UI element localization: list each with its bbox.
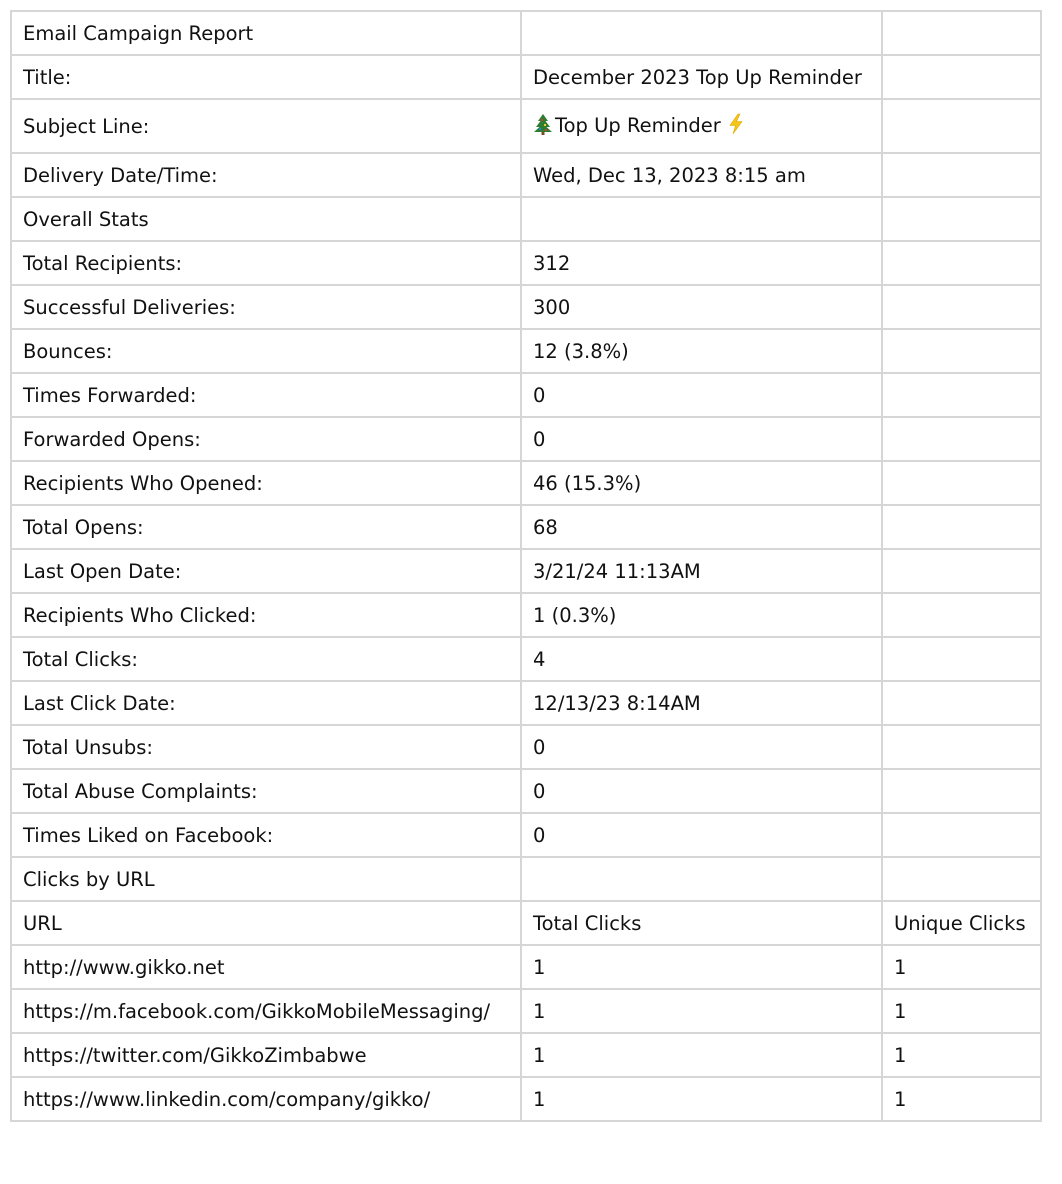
unique-clicks-cell: 1 — [882, 1077, 1041, 1121]
stat-value: 4 — [521, 637, 882, 681]
stat-value: 68 — [521, 505, 882, 549]
empty-cell — [882, 417, 1041, 461]
url-cell: https://twitter.com/GikkoZimbabwe — [11, 1033, 521, 1077]
stat-label: Bounces: — [11, 329, 521, 373]
empty-cell — [882, 461, 1041, 505]
stat-row — [11, 593, 1041, 637]
stat-row — [11, 813, 1041, 857]
stat-value: 312 — [521, 241, 882, 285]
campaign-report-table — [10, 10, 1042, 1122]
delivery-value: Wed, Dec 13, 2023 8:15 am — [521, 153, 882, 197]
stat-row — [11, 241, 1041, 285]
url-row — [11, 945, 1041, 989]
subject-value-text: Top Up Reminder — [555, 113, 721, 137]
empty-cell — [882, 373, 1041, 417]
total-clicks-cell: 1 — [521, 1033, 882, 1077]
subject-row — [11, 99, 1041, 153]
url-cell: https://m.facebook.com/GikkoMobileMessaging/ — [11, 989, 521, 1033]
unique-clicks-column-header: Unique Clicks — [882, 901, 1041, 945]
stat-label: Last Click Date: — [11, 681, 521, 725]
total-clicks-cell: 1 — [521, 989, 882, 1033]
stat-row — [11, 725, 1041, 769]
empty-cell — [882, 153, 1041, 197]
stat-value: 0 — [521, 373, 882, 417]
stat-value: 3/21/24 11:13AM — [521, 549, 882, 593]
subject-value-cell — [521, 99, 882, 153]
christmas-tree-icon — [533, 113, 553, 140]
empty-cell — [882, 681, 1041, 725]
stat-value: 300 — [521, 285, 882, 329]
empty-cell — [882, 11, 1041, 55]
stat-label: Times Forwarded: — [11, 373, 521, 417]
stat-row — [11, 637, 1041, 681]
empty-cell — [882, 857, 1041, 901]
url-column-header: URL — [11, 901, 521, 945]
total-clicks-cell: 1 — [521, 945, 882, 989]
stat-label: Total Opens: — [11, 505, 521, 549]
delivery-row — [11, 153, 1041, 197]
empty-cell — [882, 813, 1041, 857]
stat-label: Recipients Who Opened: — [11, 461, 521, 505]
stat-label: Total Clicks: — [11, 637, 521, 681]
stat-value: 12 (3.8%) — [521, 329, 882, 373]
stat-row — [11, 329, 1041, 373]
stat-label: Total Unsubs: — [11, 725, 521, 769]
empty-cell — [882, 637, 1041, 681]
total-clicks-cell: 1 — [521, 1077, 882, 1121]
empty-cell — [882, 769, 1041, 813]
empty-cell — [882, 285, 1041, 329]
empty-cell — [882, 241, 1041, 285]
stat-value: 0 — [521, 725, 882, 769]
stat-row — [11, 285, 1041, 329]
stat-value: 46 (15.3%) — [521, 461, 882, 505]
lightning-bolt-icon — [727, 113, 745, 140]
stat-value: 1 (0.3%) — [521, 593, 882, 637]
empty-cell — [882, 505, 1041, 549]
overall-stats-heading: Overall Stats — [11, 197, 521, 241]
stat-row — [11, 769, 1041, 813]
stat-label: Total Abuse Complaints: — [11, 769, 521, 813]
report-heading: Email Campaign Report — [11, 11, 521, 55]
unique-clicks-cell: 1 — [882, 989, 1041, 1033]
empty-cell — [521, 11, 882, 55]
empty-cell — [521, 857, 882, 901]
clicks-by-url-heading-row — [11, 857, 1041, 901]
stat-value: 12/13/23 8:14AM — [521, 681, 882, 725]
stat-row — [11, 549, 1041, 593]
stat-label: Total Recipients: — [11, 241, 521, 285]
empty-cell — [521, 197, 882, 241]
title-label: Title: — [11, 55, 521, 99]
empty-cell — [882, 99, 1041, 153]
stat-label: Times Liked on Facebook: — [11, 813, 521, 857]
clicks-by-url-heading: Clicks by URL — [11, 857, 521, 901]
stat-label: Recipients Who Clicked: — [11, 593, 521, 637]
total-clicks-column-header: Total Clicks — [521, 901, 882, 945]
empty-cell — [882, 549, 1041, 593]
report-heading-row — [11, 11, 1041, 55]
empty-cell — [882, 55, 1041, 99]
stat-label: Successful Deliveries: — [11, 285, 521, 329]
overall-stats-heading-row — [11, 197, 1041, 241]
stat-value: 0 — [521, 417, 882, 461]
delivery-label: Delivery Date/Time: — [11, 153, 521, 197]
title-row — [11, 55, 1041, 99]
url-row — [11, 989, 1041, 1033]
stat-row — [11, 505, 1041, 549]
empty-cell — [882, 197, 1041, 241]
unique-clicks-cell: 1 — [882, 945, 1041, 989]
url-cell: https://www.linkedin.com/company/gikko/ — [11, 1077, 521, 1121]
url-cell: http://www.gikko.net — [11, 945, 521, 989]
unique-clicks-cell: 1 — [882, 1033, 1041, 1077]
stat-label: Forwarded Opens: — [11, 417, 521, 461]
empty-cell — [882, 329, 1041, 373]
stat-value: 0 — [521, 769, 882, 813]
stat-row — [11, 373, 1041, 417]
empty-cell — [882, 593, 1041, 637]
subject-label: Subject Line: — [11, 99, 521, 153]
stat-value: 0 — [521, 813, 882, 857]
empty-cell — [882, 725, 1041, 769]
title-value: December 2023 Top Up Reminder — [521, 55, 882, 99]
clicks-column-header-row — [11, 901, 1041, 945]
url-row — [11, 1033, 1041, 1077]
url-row — [11, 1077, 1041, 1121]
stat-label: Last Open Date: — [11, 549, 521, 593]
stat-row — [11, 417, 1041, 461]
stat-row — [11, 461, 1041, 505]
stat-row — [11, 681, 1041, 725]
